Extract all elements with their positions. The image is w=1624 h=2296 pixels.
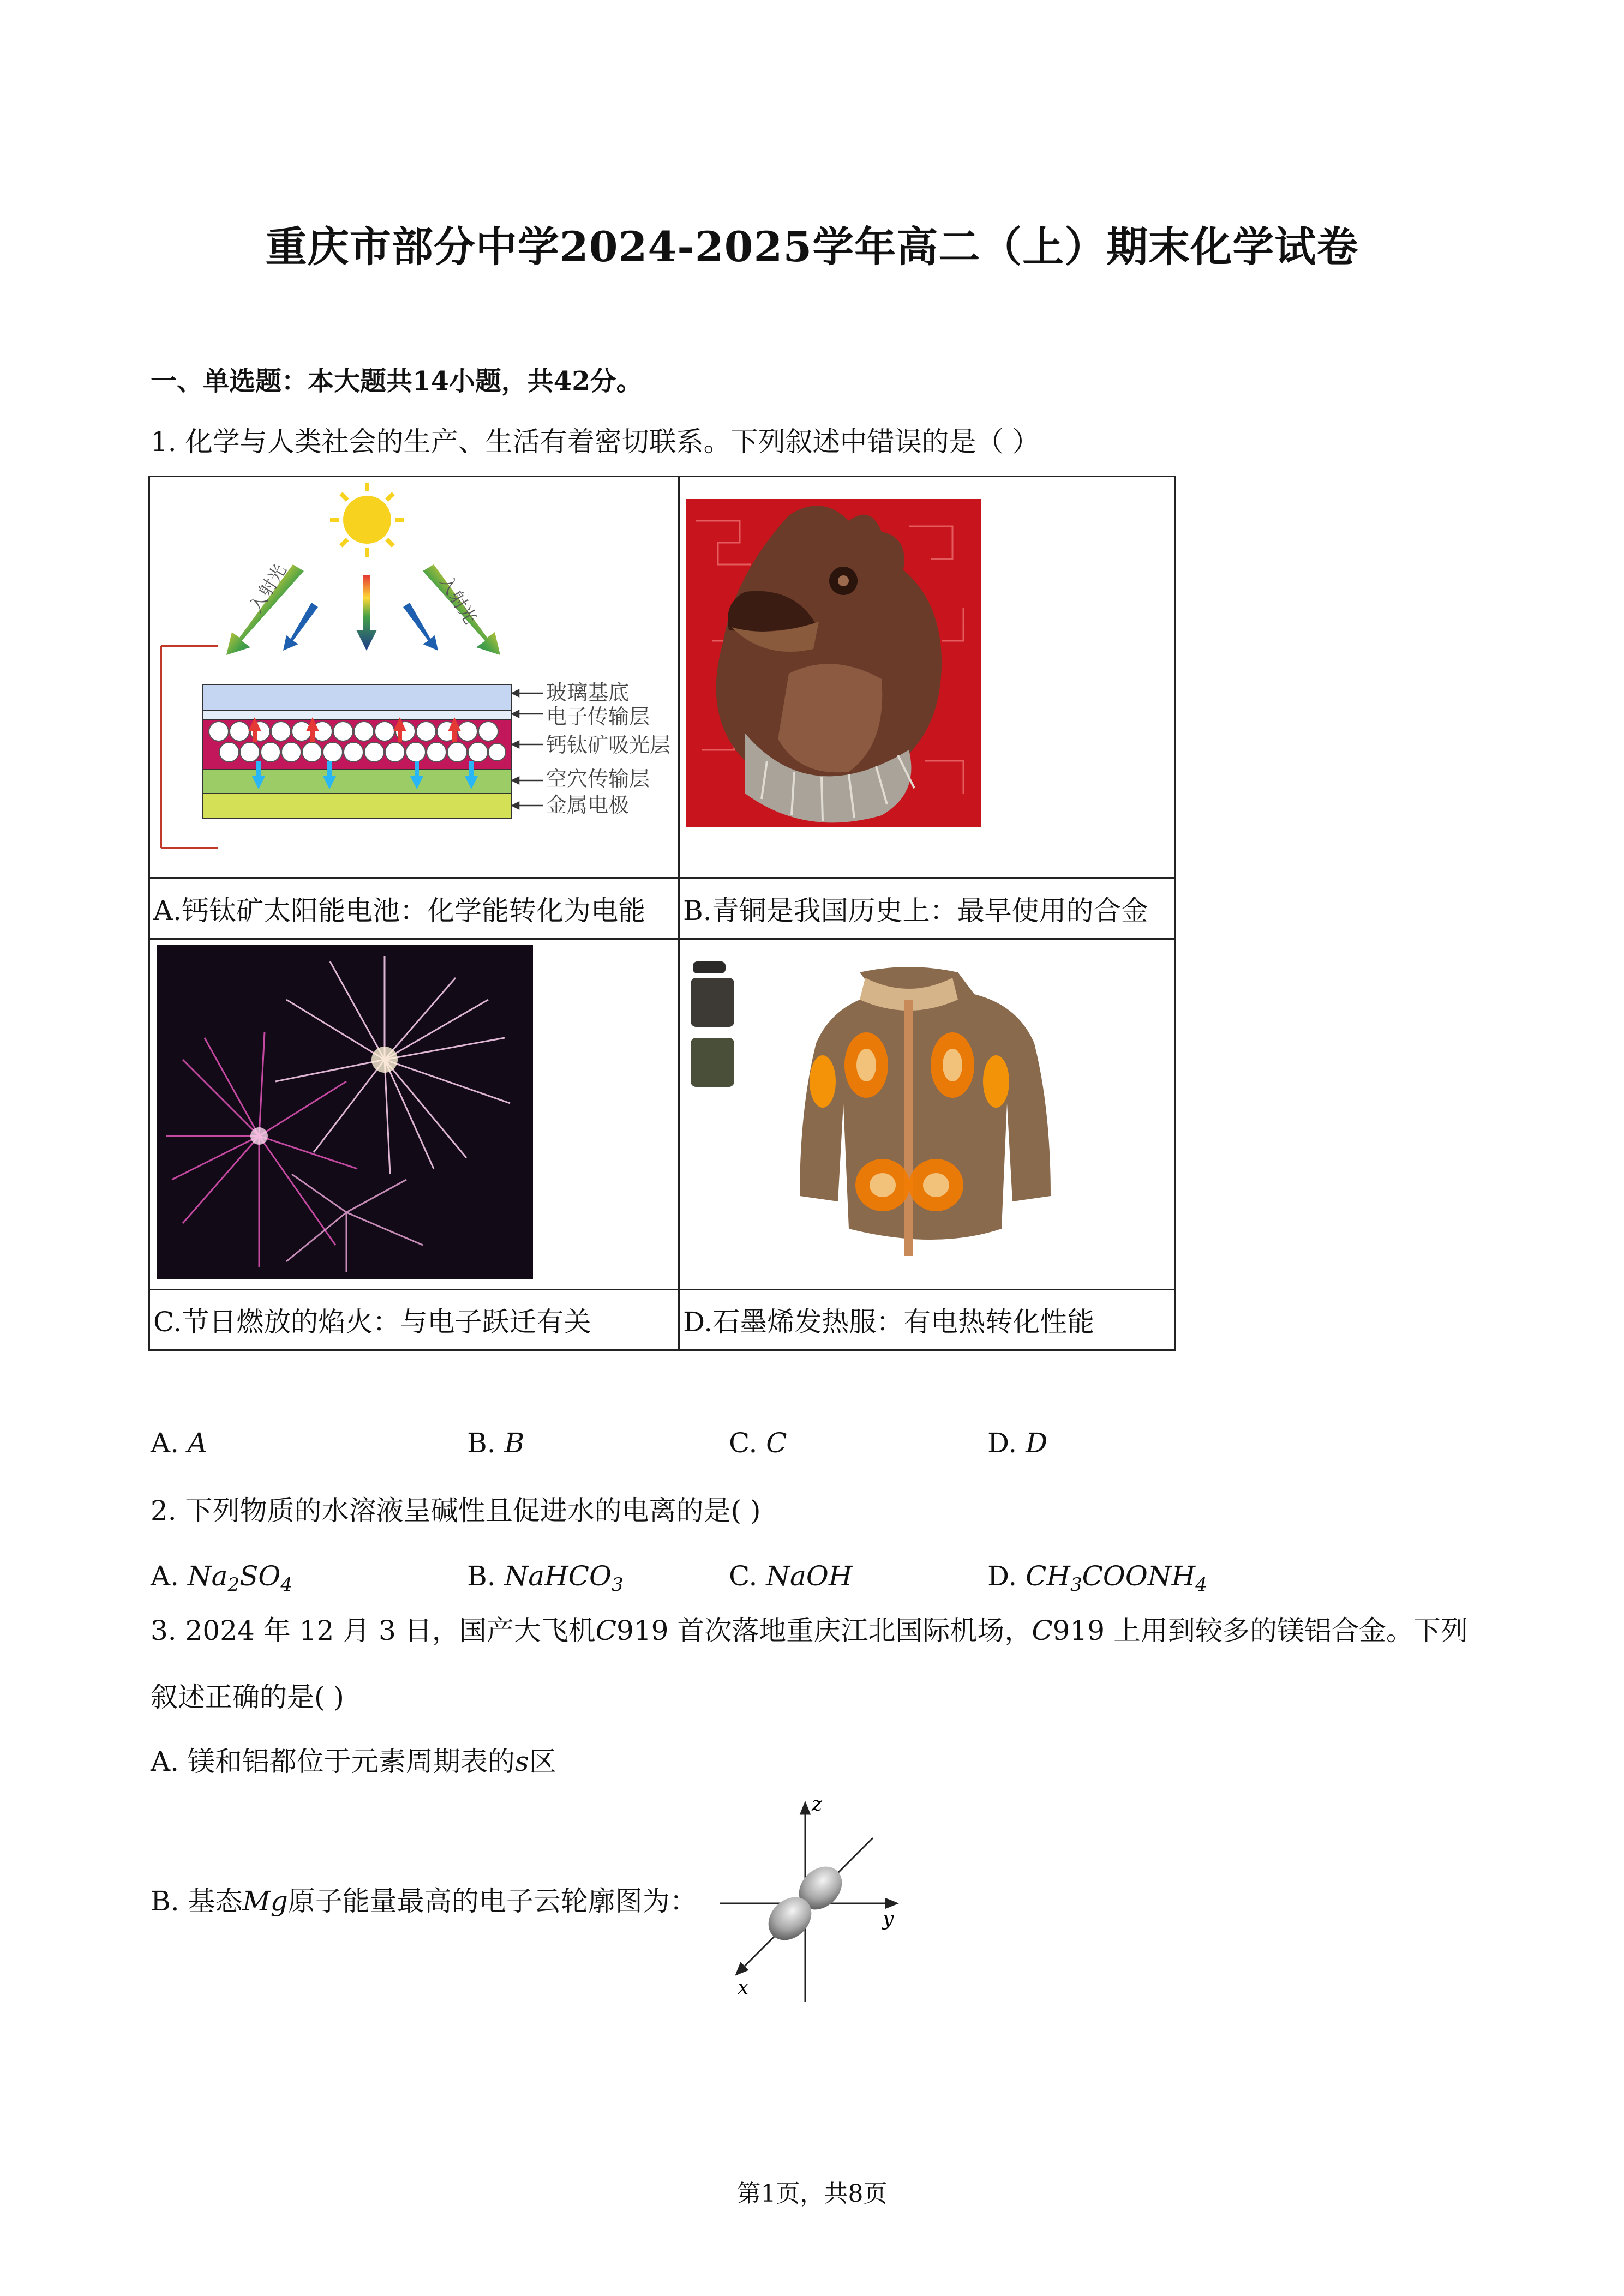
incident-label-right: 入射光 — [435, 572, 481, 628]
perovskite-solar-cell-diagram — [150, 477, 678, 875]
q3-option-b[interactable]: B. 基态Mg原子能量最高的电子云轮廓图为： — [151, 1885, 697, 1917]
layer-label-electrode: 金属电极 — [546, 793, 630, 817]
caption-b: B.青铜是我国历史上：最早使用的合金 — [679, 879, 1176, 939]
layer-label-htl: 空穴传输层 — [546, 767, 650, 791]
sun-icon — [330, 483, 404, 557]
axis-label-y: y — [883, 1908, 894, 1930]
axis-label-z: z — [812, 1794, 822, 1816]
q1-option-a[interactable] — [151, 1427, 207, 1459]
layer-label-perovskite: 钙钛矿吸光层 — [546, 733, 671, 757]
fireworks-image — [150, 940, 678, 1287]
q2-option-c[interactable]: C. NaOH — [729, 1560, 853, 1592]
page-footer: 第1页，共8页 — [736, 2180, 888, 2208]
q2-option-a[interactable]: A. $Na_2SO_4$ — [151, 1560, 292, 1596]
jacket-thumbnails — [691, 961, 734, 1087]
caption-a: A.钙钛矿太阳能电池：化学能转化为电能 — [149, 879, 679, 939]
caption-d: D.石墨烯发热服：有电热转化性能 — [679, 1290, 1176, 1350]
question-1-stem: 1. 化学与人类社会的生产、生活有着密切联系。下列叙述中错误的是（ ） — [151, 426, 1040, 458]
bronze-rooster-head-image — [680, 477, 1174, 875]
layer-label-etl: 电子传输层 — [546, 705, 650, 729]
question-3-stem-line1: 3. 2024 年 12 月 3 日，国产大飞机C919 首次落地重庆江北国际机场，C919 上用到较多的镁铝合金。下列 — [151, 1615, 1468, 1646]
cell-a-image — [149, 477, 679, 879]
cell-b-image — [679, 477, 1176, 879]
question-2-stem: 2. 下列物质的水溶液呈碱性且促进水的电离的是( ) — [151, 1495, 761, 1526]
q1-option-a-value: A — [187, 1427, 208, 1459]
q1-option-b[interactable]: B. B — [467, 1427, 525, 1459]
question-3-stem-line2: 叙述正确的是( ) — [151, 1681, 344, 1713]
q2-option-d[interactable]: D. $CH_3COONH_4$ — [987, 1560, 1207, 1596]
q2-option-b[interactable]: B. NaHCO$_3$ — [467, 1560, 624, 1596]
incident-label-left: 入射光 — [245, 560, 291, 616]
cell-d-image — [679, 939, 1176, 1290]
page-title: 重庆市部分中学2024-2025学年高二（上）期末化学试卷 — [265, 223, 1359, 271]
q1-option-d[interactable]: D. D — [987, 1427, 1048, 1459]
section-heading: 一、单选题：本大题共14小题，共42分。 — [151, 366, 643, 396]
q3-option-a[interactable]: A. 镁和铝都位于元素周期表的s区 — [151, 1746, 556, 1777]
q1-option-c[interactable]: C. C — [729, 1427, 787, 1459]
layer-label-glass: 玻璃基底 — [546, 681, 630, 705]
p-orbital-diagram — [709, 1794, 916, 2012]
q1-option-a-letter: A. — [151, 1427, 188, 1459]
graphene-heated-jacket-image — [680, 940, 1174, 1287]
axis-label-x: x — [738, 1976, 749, 1999]
caption-c: C.节日燃放的焰火：与电子跃迁有关 — [149, 1290, 679, 1350]
question-1-image-table — [148, 476, 1176, 1351]
cell-c-image — [149, 939, 679, 1290]
